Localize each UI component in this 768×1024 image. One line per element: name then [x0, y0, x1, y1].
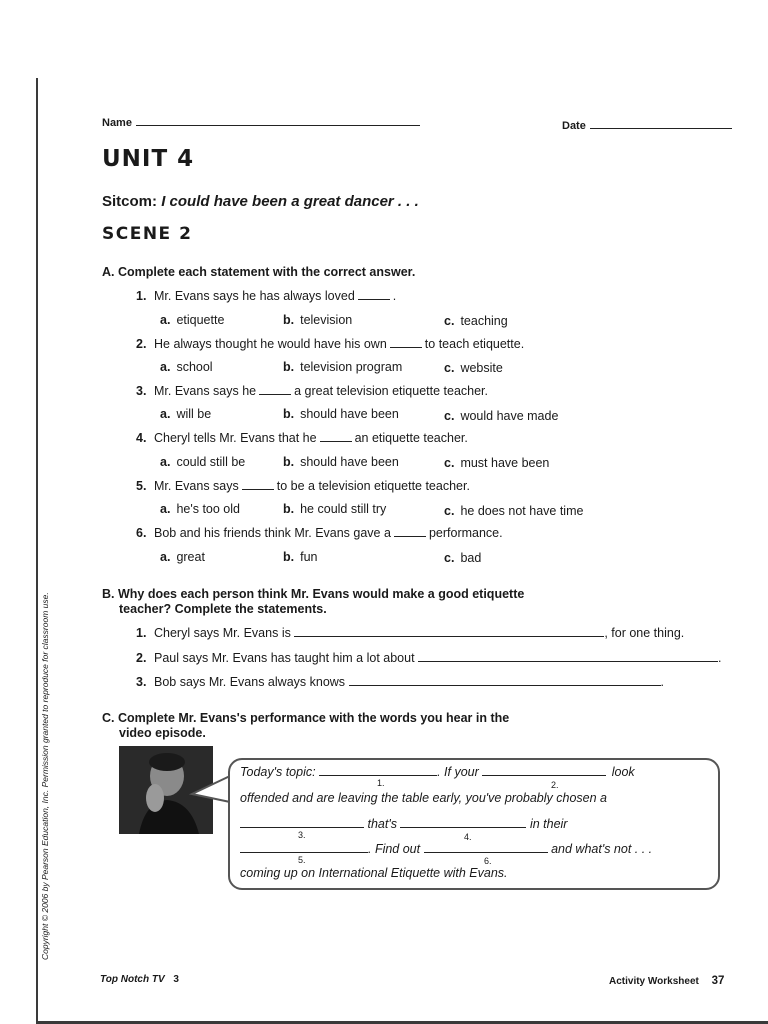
date-label: Date	[562, 120, 586, 132]
question-text-end: performance.	[428, 526, 503, 540]
footer-left	[100, 974, 179, 985]
option-c[interactable]: c. website	[444, 361, 503, 375]
question-number: 4.	[136, 431, 147, 445]
option-c[interactable]: c. teaching	[444, 314, 508, 328]
question-1	[136, 289, 396, 303]
section-b-heading-line-2: teacher? Complete the statements.	[119, 602, 327, 616]
answer-line[interactable]	[349, 685, 661, 686]
scene-title: SCENE 2	[102, 224, 193, 244]
option-a[interactable]: a. will be	[160, 407, 212, 421]
question-text-end: to teach etiquette.	[424, 337, 525, 351]
option-a[interactable]: a. great	[160, 550, 205, 564]
section-c-heading-line-2: video episode.	[119, 726, 206, 740]
footer-worksheet-title: Activity Worksheet	[609, 976, 699, 987]
blank-number-1: 1.	[377, 778, 385, 788]
question-number: 2.	[136, 337, 147, 351]
page-border-left	[36, 78, 38, 1024]
blank-number-3: 3.	[298, 830, 306, 840]
option-b[interactable]: b. fun	[283, 550, 318, 564]
question-number: 5.	[136, 479, 147, 493]
footer-series-title: Top Notch TV	[100, 974, 165, 985]
question-text-end: an etiquette teacher.	[354, 431, 468, 445]
name-input-line[interactable]	[136, 125, 420, 126]
blank-6[interactable]	[424, 852, 548, 853]
section-b-item-1: 1. Cheryl says Mr. Evans is , for one thing.	[136, 626, 685, 640]
answer-blank[interactable]	[259, 394, 291, 395]
section-a-heading: A. Complete each statement with the correct answer.	[102, 265, 416, 279]
answer-blank[interactable]	[320, 441, 352, 442]
question-text: He always thought he would have his own	[154, 337, 387, 351]
question-text: Bob and his friends think Mr. Evans gave a	[154, 526, 391, 540]
page-number: 37	[711, 975, 725, 987]
option-a[interactable]: a. he's too old	[160, 502, 240, 516]
bubble-line-1: Today's topic: . If your look	[240, 765, 635, 779]
date-field	[562, 116, 732, 134]
section-b-item-2: 2. Paul says Mr. Evans has taught him a lot about .	[136, 651, 722, 665]
bubble-line-4: . Find out and what's not . . .	[240, 842, 652, 856]
bubble-tail	[188, 772, 232, 808]
option-c[interactable]: c. he does not have time	[444, 504, 584, 518]
option-b[interactable]: b. should have been	[283, 407, 399, 421]
blank-3[interactable]	[240, 827, 364, 828]
date-input-line[interactable]	[590, 128, 732, 129]
answer-blank[interactable]	[394, 536, 426, 537]
question-6	[136, 526, 503, 540]
answer-blank[interactable]	[358, 299, 390, 300]
section-c-heading-line-1: C. Complete Mr. Evans's performance with the words you hear in the	[102, 711, 510, 725]
question-number: 3.	[136, 384, 147, 398]
question-text: Mr. Evans says	[154, 479, 239, 493]
option-b[interactable]: b. television program	[283, 360, 403, 374]
option-a[interactable]: a. school	[160, 360, 213, 374]
section-c-heading	[102, 711, 509, 741]
blank-4[interactable]	[400, 827, 526, 828]
sitcom-heading	[102, 193, 419, 210]
option-b[interactable]: b. television	[283, 313, 353, 327]
option-a[interactable]: a. could still be	[160, 455, 246, 469]
footer-unit-number: 3	[173, 974, 179, 985]
answer-blank[interactable]	[390, 347, 422, 348]
bubble-line-2: offended and are leaving the table early, you've probably chosen a	[240, 791, 607, 805]
blank-number-5: 5.	[298, 855, 306, 865]
question-text-end: .	[392, 289, 397, 303]
question-text: Mr. Evans says he	[154, 384, 257, 398]
question-text-end: to be a television etiquette teacher.	[276, 479, 470, 493]
option-c[interactable]: c. must have been	[444, 456, 550, 470]
blank-5[interactable]	[240, 852, 368, 853]
section-b-item-3: 3. Bob says Mr. Evans always knows .	[136, 675, 665, 689]
answer-blank[interactable]	[242, 489, 274, 490]
question-text-end: a great television etiquette teacher.	[294, 384, 489, 398]
copyright-notice: Copyright © 2006 by Pearson Education, Inc. Permission granted to reproduce for classroom use.	[40, 592, 50, 960]
footer-right	[609, 975, 724, 987]
name-field	[102, 113, 420, 131]
section-b-heading	[102, 587, 524, 617]
sitcom-title: I could have been a great dancer . . .	[161, 193, 419, 210]
sitcom-label: Sitcom:	[102, 193, 158, 210]
option-b[interactable]: b. should have been	[283, 455, 399, 469]
question-text: Cheryl tells Mr. Evans that he	[154, 431, 317, 445]
bubble-line-3: that's in their	[240, 817, 567, 831]
bubble-line-5: coming up on International Etiquette with Evans.	[240, 866, 508, 880]
question-text: Mr. Evans says he has always loved	[154, 289, 355, 303]
section-b-heading-line-1: B. Why does each person think Mr. Evans would make a good etiquette	[102, 587, 525, 601]
blank-number-2: 2.	[551, 780, 559, 790]
name-label: Name	[102, 117, 132, 129]
question-5	[136, 479, 470, 493]
option-b[interactable]: b. he could still try	[283, 502, 387, 516]
question-2	[136, 337, 524, 351]
blank-2[interactable]	[482, 775, 606, 776]
blank-1[interactable]	[319, 775, 437, 776]
option-a[interactable]: a. etiquette	[160, 313, 225, 327]
question-number: 6.	[136, 526, 147, 540]
option-c[interactable]: c. bad	[444, 551, 482, 565]
unit-title: UNIT 4	[102, 146, 195, 172]
blank-number-6: 6.	[484, 856, 492, 866]
blank-number-4: 4.	[464, 832, 472, 842]
answer-line[interactable]	[294, 636, 604, 637]
question-4	[136, 431, 468, 445]
answer-line[interactable]	[418, 661, 718, 662]
question-3	[136, 384, 488, 398]
question-number: 1.	[136, 289, 147, 303]
option-c[interactable]: c. would have made	[444, 409, 559, 423]
